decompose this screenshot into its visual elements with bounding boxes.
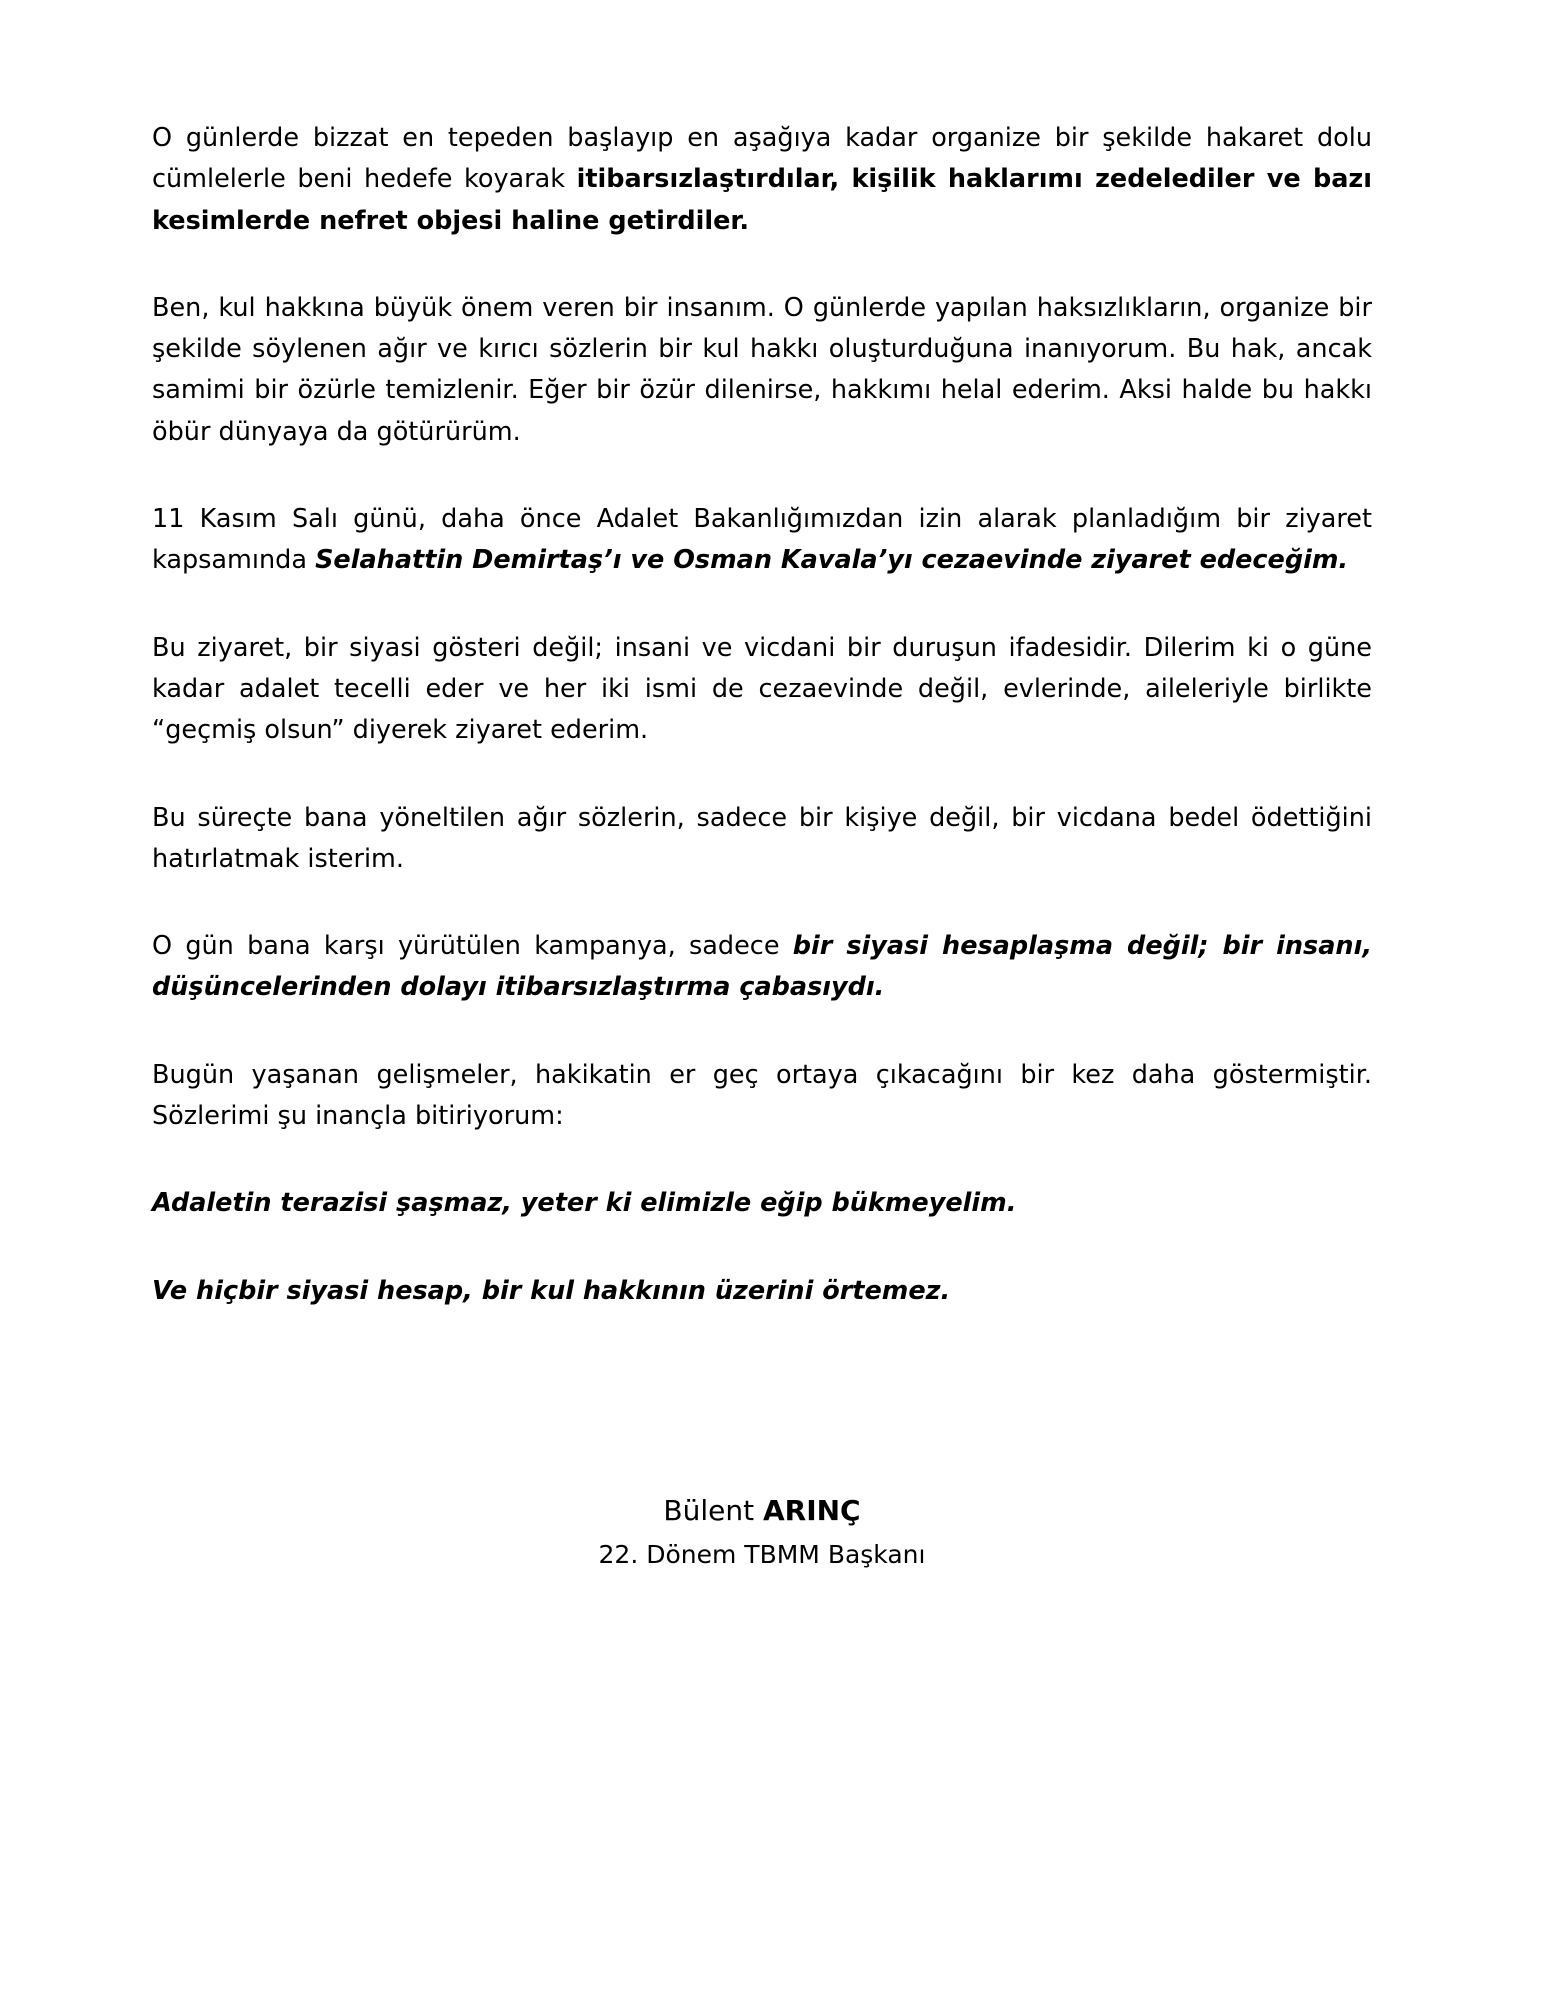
paragraph-4-run-1: Bu ziyaret, bir siyasi gösteri değil; insani ve vicdani bir duruşun ifadesidir. Dilerim ki o güne kadar adalet tecelli eder ve her iki ismi de cezaevinde değil, evlerinde, aileleriyle birlikte “geçmiş olsun” diyerek ziyaret ederim.: [152, 632, 1372, 746]
signature-first-name: Bülent: [663, 1493, 755, 1527]
paragraph-6-run-2-bold-italic: bir siyasi hesaplaşma değil; bir insanı, düşüncelerinden dolayı itibarsızlaştırma çabasıydı.: [152, 931, 1373, 1003]
signature-title: 22. Dönem TBMM Başkanı: [598, 1539, 926, 1569]
paragraph-1-run-1: O günlerde bizzat en tepeden başlayıp en aşağıya kadar organize bir şekilde hakaret dolu cümlelerle beni hedefe koyarak: [152, 123, 1372, 195]
paragraph-4: [152, 628, 1372, 752]
paragraph-2: [152, 288, 1372, 453]
paragraph-7-run-1: Bugün yaşanan gelişmeler, hakikatin er geç ortaya çıkacağını bir kez daha göstermiştir. Sözlerimi şu inançla bitiriyorum:: [152, 1059, 1372, 1132]
paragraph-6-run-1: O gün bana karşı yürütülen kampanya, sadece: [152, 931, 793, 962]
paragraph-2-run-1: Ben, kul hakkına büyük önem veren bir insanım. O günlerde yapılan haksızlıkların, organize bir şekilde söylenen ağır ve kırıcı sözlerin bir kul hakkı oluşturduğuna inanıyorum. Bu hak, ancak samimi bir özürle temizlenir. Eğer bir özür dilenirse, hakkımı helal ederim. Aksi halde bu hakkı öbür dünyaya da götürürüm.: [152, 292, 1372, 447]
paragraph-3-run-2-bold-italic: Selahattin Demirtaş’ı ve Osman Kavala’yı cezaevinde ziyaret edeceğim.: [315, 545, 1349, 576]
signature-name: [152, 1490, 1372, 1532]
signature-name-separator: [754, 1494, 763, 1527]
paragraph-3-run-1: 11 Kasım Salı günü, daha önce Adalet Bakanlığımızdan izin alarak planladığım bir ziyaret kapsamında: [152, 504, 1372, 576]
paragraph-7: [152, 1055, 1372, 1138]
paragraph-5-run-1: Bu süreçte bana yöneltilen ağır sözlerin, sadece bir kişiye değil, bir vicdana bedel ödettiğini hatırlatmak isterim.: [152, 802, 1372, 874]
paragraph-1: [152, 118, 1372, 242]
paragraph-1-run-2-bold: itibarsızlaştırdılar, kişilik haklarımı zedelediler ve bazı kesimlerde nefret objesi haline getirdiler.: [152, 164, 1372, 236]
paragraph-6: [152, 926, 1372, 1009]
paragraph-3: [152, 499, 1372, 582]
document-body: [152, 118, 1372, 1573]
closing-statement-1: Adaletin terazisi şaşmaz, yeter ki elimizle eğip bükmeyelim.: [152, 1188, 1017, 1219]
paragraph-5: [152, 798, 1372, 881]
signature-block: [152, 1490, 1372, 1574]
closing-statement-2: Ve hiçbir siyasi hesap, bir kul hakkının üzerini örtemez.: [152, 1275, 951, 1306]
signature-spacer: [152, 1358, 1372, 1450]
signature-last-name: ARINÇ: [762, 1493, 861, 1527]
